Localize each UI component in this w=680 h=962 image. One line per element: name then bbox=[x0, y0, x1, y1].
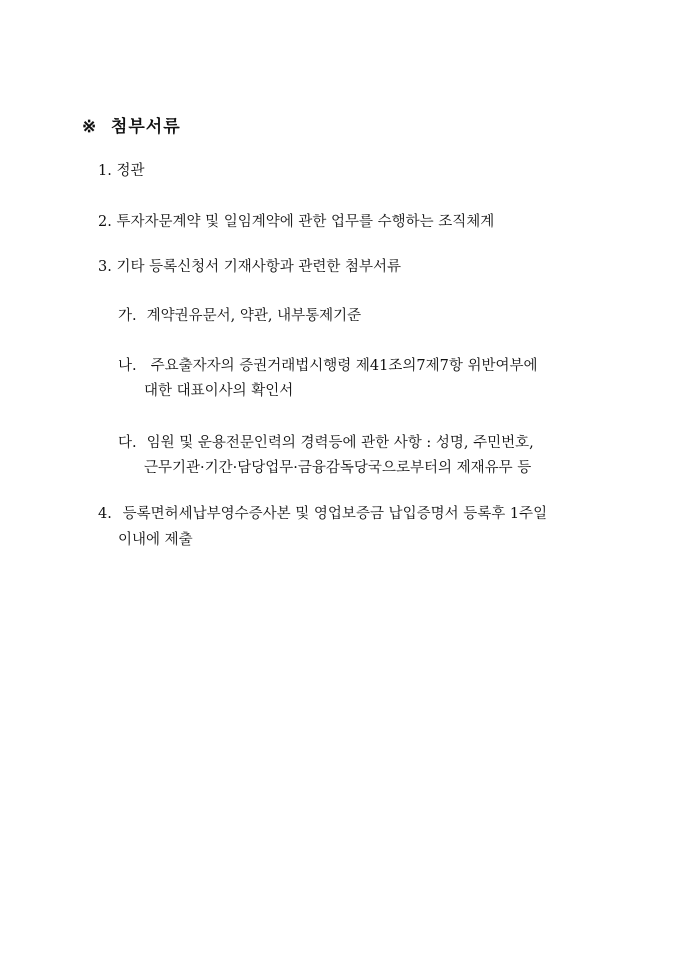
item-number: 4. bbox=[98, 506, 112, 522]
sub-item-text-line-2: 대한 대표이사의 확인서 bbox=[144, 383, 294, 399]
list-item-1 bbox=[98, 162, 144, 180]
list-item-4 bbox=[98, 505, 547, 523]
sub-item-text: 계약권유문서, 약관, 내부통제기준 bbox=[146, 308, 362, 324]
item-text-line-2: 이내에 제출 bbox=[118, 532, 193, 548]
sub-item-text-line-1: 주요출자자의 증권거래법시행령 제41조의7제7항 위반여부에 bbox=[150, 358, 538, 374]
sub-item-text-line-1: 임원 및 운용전문인력의 경력등에 관한 사항 : 성명, 주민번호, bbox=[146, 435, 534, 451]
sub-item-number: 나. bbox=[118, 358, 137, 374]
sub-item-da-continuation bbox=[144, 459, 531, 477]
list-item-4-continuation bbox=[118, 531, 193, 549]
sub-item-number: 다. bbox=[118, 435, 137, 451]
item-text: 정관 bbox=[116, 163, 145, 179]
heading-title: 첨부서류 bbox=[110, 117, 181, 137]
item-text: 투자자문계약 및 일임계약에 관한 업무를 수행하는 조직체계 bbox=[116, 214, 495, 230]
section-heading bbox=[82, 112, 181, 137]
item-number: 1. bbox=[98, 163, 112, 179]
reference-mark-icon: ※ bbox=[82, 117, 98, 137]
sub-item-na-continuation bbox=[144, 382, 293, 400]
list-item-3 bbox=[98, 258, 401, 276]
sub-item-na bbox=[118, 357, 538, 375]
item-text: 기타 등록신청서 기재사항과 관련한 첨부서류 bbox=[116, 259, 402, 275]
list-item-2 bbox=[98, 213, 494, 231]
item-number: 2. bbox=[98, 214, 112, 230]
item-text-line-1: 등록면허세납부영수증사본 및 영업보증금 납입증명서 등록후 1주일 bbox=[122, 506, 548, 522]
sub-item-ga bbox=[118, 307, 361, 325]
sub-item-text-line-2: 근무기관·기간·담당업무·금융감독당국으로부터의 제재유무 등 bbox=[144, 460, 532, 476]
sub-item-da bbox=[118, 434, 534, 452]
item-number: 3. bbox=[98, 259, 112, 275]
sub-item-number: 가. bbox=[118, 308, 137, 324]
